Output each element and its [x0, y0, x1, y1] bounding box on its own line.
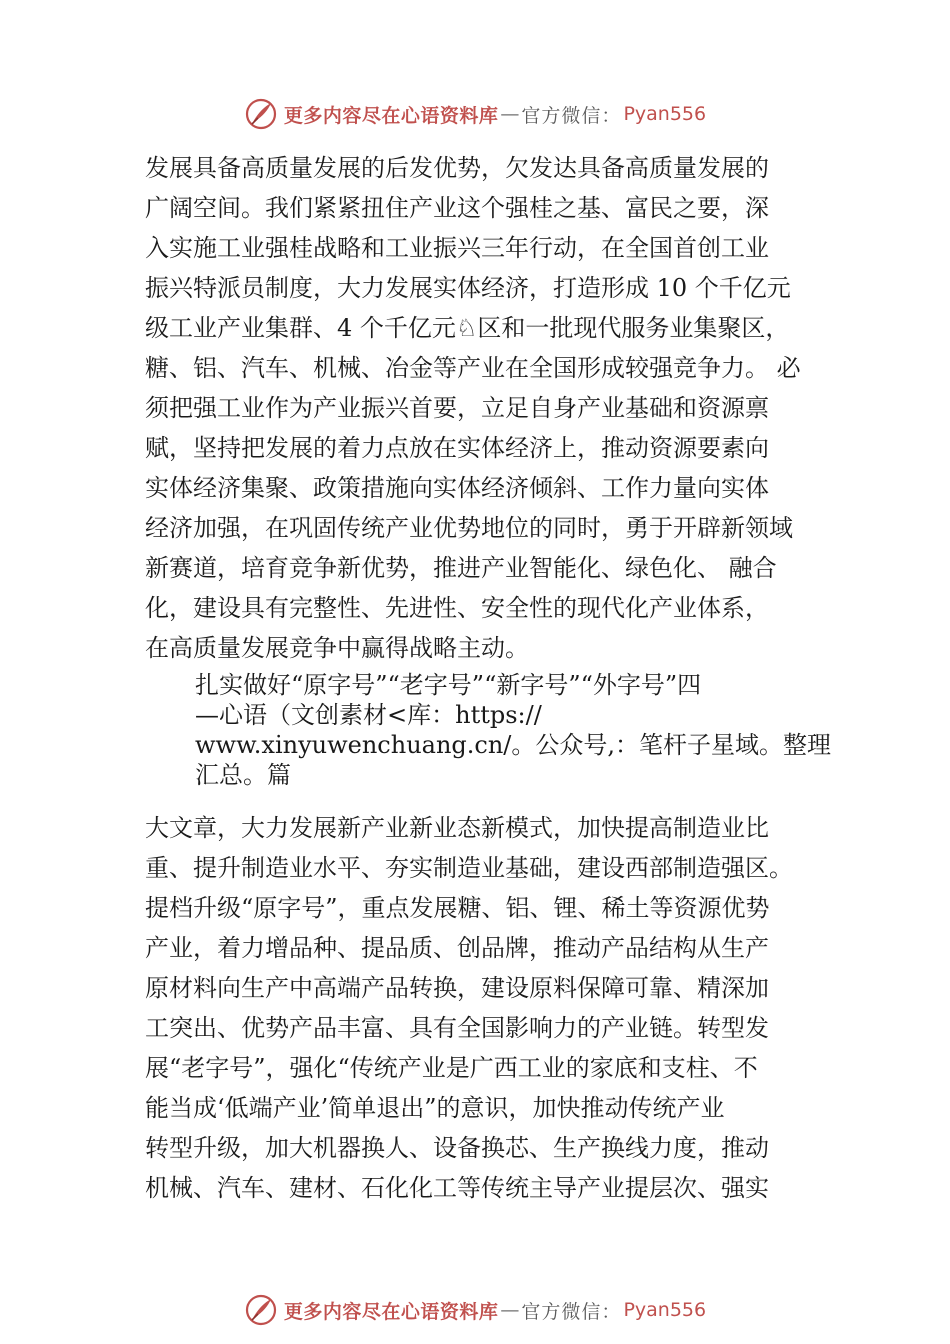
note-line: 扎实做好“原字号”“老字号”“新字号”“外字号”四	[195, 671, 702, 699]
text-line: 经济加强，在巩固传统产业优势地位的同时，勇于开辟新领域	[145, 514, 793, 542]
banner-separator: —	[500, 103, 520, 125]
text-line: 转型升级，加大机器换人、设备换芯、生产换线力度，推动	[145, 1134, 769, 1162]
banner-wechat-id: Pyan556	[623, 103, 707, 125]
text-line: 糖、铝、汽车、机械、冶金等产业在全国形成较强竞争力。 必	[145, 354, 801, 382]
note-line: —心语（文创素材<库：https://	[195, 701, 542, 729]
source-note-block	[195, 670, 835, 790]
header-banner	[0, 94, 950, 134]
text-line: 机械、汽车、建材、石化化工等传统主导产业提层次、强实	[145, 1174, 769, 1202]
text-line: 能当成‘低端产业’简单退出”的意识，加快推动传统产业	[145, 1094, 725, 1122]
banner-main-text: 更多内容尽在心语资料库	[283, 1300, 499, 1323]
body-paragraph-1	[145, 148, 825, 668]
text-line: 工突出、优势产品丰富、具有全国影响力的产业链。转型发	[145, 1014, 769, 1042]
text-line: 发展具备高质量发展的后发优势，欠发达具备高质量发展的	[145, 154, 769, 182]
body-paragraph-2	[145, 808, 825, 1208]
banner-separator: —	[500, 1299, 520, 1321]
text-line: 赋，坚持把发展的着力点放在实体经济上，推动资源要素向	[145, 434, 769, 462]
text-line: 提档升级“原字号”，重点发展糖、铝、锂、稀土等资源优势	[145, 894, 770, 922]
text-line: 展“老字号”，强化“传统产业是广西工业的家底和支柱、不	[145, 1054, 758, 1082]
text-line: 振兴特派员制度，大力发展实体经济，打造形成 10 个千亿元	[145, 274, 791, 302]
text-line: 入实施工业强桂战略和工业振兴三年行动，在全国首创工业	[145, 234, 769, 262]
note-line: 汇总。篇	[195, 761, 291, 789]
banner-main-text: 更多内容尽在心语资料库	[283, 104, 499, 127]
footer-banner	[0, 1290, 950, 1330]
text-line: 原材料向生产中高端产品转换，建设原料保障可靠、精深加	[145, 974, 769, 1002]
text-line: 化，建设具有完整性、先进性、安全性的现代化产业体系，	[145, 594, 769, 622]
text-line: 级工业产业集群、4 个千亿元♘区和一批现代服务业集聚区，	[145, 314, 790, 342]
text-line: 须把强工业作为产业振兴首要，立足自身产业基础和资源禀	[145, 394, 769, 422]
text-line: 新赛道，培育竞争新优势，推进产业智能化、绿色化、 融合	[145, 554, 777, 582]
banner-wechat-id: Pyan556	[623, 1299, 707, 1321]
text-line: 实体经济集聚、政策措施向实体经济倾斜、工作力量向实体	[145, 474, 769, 502]
text-line: 产业，着力增品种、提品质、创品牌，推动产品结构从生产	[145, 934, 769, 962]
text-line: 大文章，大力发展新产业新业态新模式，加快提高制造业比	[145, 814, 769, 842]
feather-pen-seal-icon	[244, 97, 278, 131]
text-line: 在高质量发展竞争中赢得战略主动。	[145, 634, 529, 662]
text-line: 重、提升制造业水平、夯实制造业基础，建设西部制造强区。	[145, 854, 793, 882]
feather-pen-seal-icon	[244, 1293, 278, 1327]
banner-official-label: 官方微信：	[521, 104, 622, 127]
note-line: www.xinyuwenchuang.cn/。公众号,：笔杆子星域。整理	[195, 731, 832, 759]
text-line: 广阔空间。我们紧紧扭住产业这个强桂之基、富民之要，深	[145, 194, 769, 222]
banner-official-label: 官方微信：	[521, 1300, 622, 1323]
